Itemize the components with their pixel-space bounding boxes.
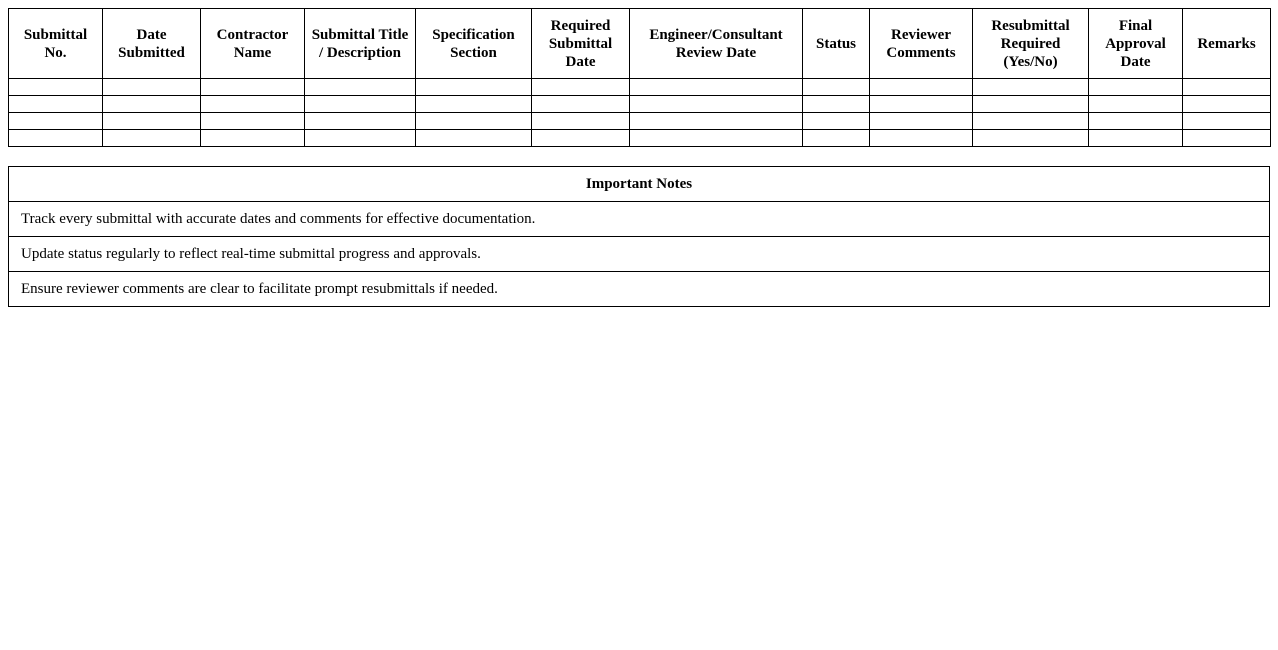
table-cell[interactable]: [103, 113, 201, 130]
table-cell[interactable]: [803, 79, 870, 96]
table-cell[interactable]: [870, 113, 973, 130]
column-header-date-submitted: Date Submitted: [103, 9, 201, 79]
table-cell[interactable]: [1183, 79, 1271, 96]
table-row: [9, 130, 1271, 147]
table-cell[interactable]: [103, 96, 201, 113]
table-cell[interactable]: [973, 79, 1089, 96]
column-header-reviewer-comments: Reviewer Comments: [870, 9, 973, 79]
table-cell[interactable]: [305, 130, 416, 147]
table-cell[interactable]: [305, 79, 416, 96]
column-header-review-date: Engineer/Consultant Review Date: [630, 9, 803, 79]
submittal-log-table: [8, 8, 1271, 147]
column-header-submittal-title: Submittal Title / Description: [305, 9, 416, 79]
notes-title: Important Notes: [9, 167, 1270, 202]
column-header-remarks: Remarks: [1183, 9, 1271, 79]
table-cell[interactable]: [1089, 113, 1183, 130]
table-cell[interactable]: [630, 79, 803, 96]
note-row: [9, 272, 1270, 307]
column-header-submittal-no: Submittal No.: [9, 9, 103, 79]
table-cell[interactable]: [201, 113, 305, 130]
table-cell[interactable]: [416, 79, 532, 96]
notes-header-row: [9, 167, 1270, 202]
table-cell[interactable]: [9, 96, 103, 113]
table-cell[interactable]: [305, 113, 416, 130]
table-cell[interactable]: [201, 130, 305, 147]
table-cell[interactable]: [630, 113, 803, 130]
header-row: [9, 9, 1271, 79]
table-cell[interactable]: [9, 113, 103, 130]
table-cell[interactable]: [803, 113, 870, 130]
table-cell[interactable]: [973, 113, 1089, 130]
table-row: [9, 113, 1271, 130]
column-header-required-submittal-date: Required Submittal Date: [532, 9, 630, 79]
table-cell[interactable]: [416, 130, 532, 147]
table-cell[interactable]: [1183, 113, 1271, 130]
important-notes-table: [8, 166, 1270, 307]
note-row: [9, 202, 1270, 237]
column-header-status: Status: [803, 9, 870, 79]
table-cell[interactable]: [870, 130, 973, 147]
note-item: Track every submittal with accurate dates and comments for effective documentation.: [9, 202, 1270, 237]
table-cell[interactable]: [103, 79, 201, 96]
table-cell[interactable]: [416, 96, 532, 113]
table-row: [9, 79, 1271, 96]
table-cell[interactable]: [630, 130, 803, 147]
column-header-specification-section: Specification Section: [416, 9, 532, 79]
table-cell[interactable]: [201, 79, 305, 96]
column-header-final-approval-date: Final Approval Date: [1089, 9, 1183, 79]
submittal-log-body: [9, 79, 1271, 147]
table-cell[interactable]: [532, 130, 630, 147]
note-row: [9, 237, 1270, 272]
table-cell[interactable]: [532, 113, 630, 130]
table-cell[interactable]: [9, 130, 103, 147]
table-cell[interactable]: [9, 79, 103, 96]
table-cell[interactable]: [803, 130, 870, 147]
table-cell[interactable]: [201, 96, 305, 113]
table-cell[interactable]: [416, 113, 532, 130]
table-cell[interactable]: [1089, 96, 1183, 113]
table-cell[interactable]: [1089, 130, 1183, 147]
table-row: [9, 96, 1271, 113]
table-cell[interactable]: [1089, 79, 1183, 96]
table-cell[interactable]: [973, 130, 1089, 147]
table-cell[interactable]: [870, 79, 973, 96]
column-header-resubmittal-required: Resubmittal Required (Yes/No): [973, 9, 1089, 79]
table-cell[interactable]: [973, 96, 1089, 113]
table-cell[interactable]: [305, 96, 416, 113]
table-cell[interactable]: [630, 96, 803, 113]
table-cell[interactable]: [803, 96, 870, 113]
column-header-contractor-name: Contractor Name: [201, 9, 305, 79]
table-cell[interactable]: [1183, 96, 1271, 113]
note-item: Ensure reviewer comments are clear to facilitate prompt resubmittals if needed.: [9, 272, 1270, 307]
table-cell[interactable]: [1183, 130, 1271, 147]
note-item: Update status regularly to reflect real-time submittal progress and approvals.: [9, 237, 1270, 272]
table-cell[interactable]: [870, 96, 973, 113]
table-cell[interactable]: [532, 96, 630, 113]
table-cell[interactable]: [103, 130, 201, 147]
table-cell[interactable]: [532, 79, 630, 96]
